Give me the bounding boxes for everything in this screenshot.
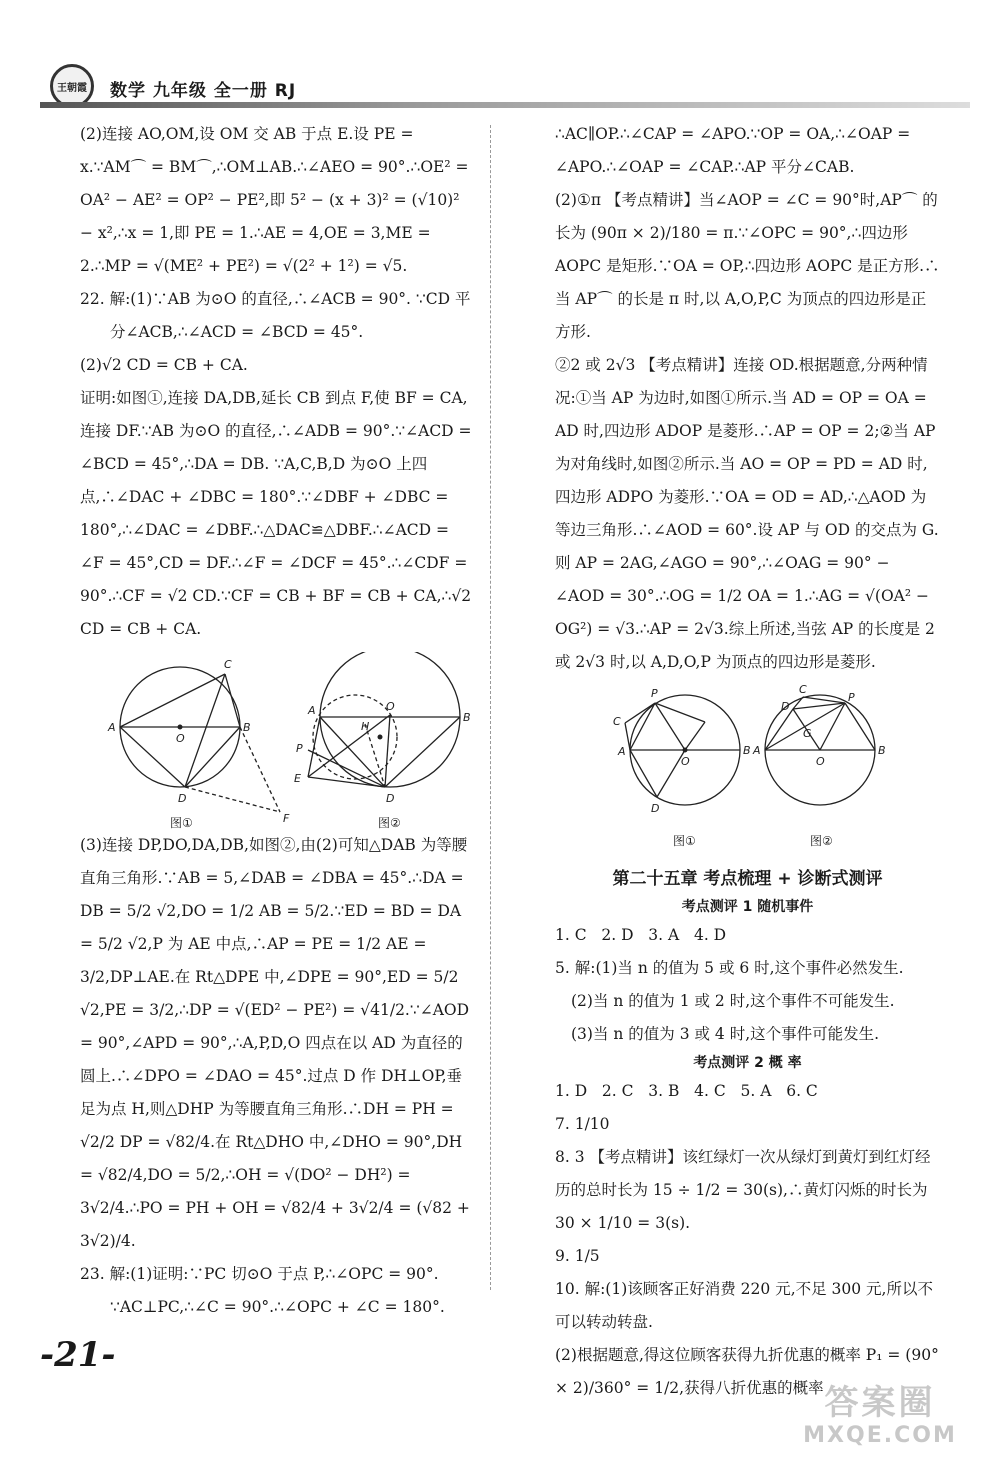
book-title: 数学 九年级 全一册 RJ	[110, 81, 297, 101]
page-number: -21-	[40, 1335, 116, 1375]
answer-23-part1: 23. 解:(1)证明:∵PC 切⊙O 于点 P,∴∠OPC = 90°. ∵AC⊥PC,∴∠C = 90°.∴∠OPC + ∠C = 180°.	[80, 1265, 445, 1316]
svg-text:B: B	[243, 721, 251, 734]
test2-answer-9: 9. 1/5	[555, 1247, 600, 1265]
svg-text:B: B	[463, 711, 471, 724]
svg-text:C: C	[799, 685, 807, 696]
chapter-25-title: 第二十五章 考点梳理 + 诊断式测评	[612, 869, 883, 889]
answer-23-part2-2: ②2 或 2√3 【考点精讲】连接 OD.根据题意,分两种情况:①当 AP 为边时,如图①所示.当 AD = OP = OA = AD 时,四边形 ADOP 是菱形.∴AP = OP = 2;②当 AP 为对角线时,如图②所示.当 AO = OP = PD = AD 时,四边形 ADPO 为菱形.∵OA = OD = AD,∴△AOD 为等边三角形.∴∠AOD = 60°.设 AP 与 OD 的交点为 G.则 AP = 2AG,∠AGO = 90°,∴∠OAG = 90° − ∠AOD = 30°.∴OG = 1/2 OA = 1.∴AG = √(OA² − OG²) = √3.∴AP = 2√3.综上所述,当弦 AP 的长度是 2 或 2√3 时,以 A,D,O,P 为顶点的四边形是菱形.	[555, 356, 941, 671]
test2-answer-8: 8. 3 【考点精讲】该红绿灯一次从绿灯到黄灯到红灯经历的总时长为 15 ÷ 1/2 = 30(s),∴黄灯闪烁的时长为 30 × 1/10 = 3(s).	[555, 1148, 933, 1232]
rhombus-figures-23	[555, 685, 940, 845]
fig1-caption-right: 图①	[673, 834, 696, 848]
test1-answer-5-3: (3)当 n 的值为 3 或 4 时,这个事件可能发生.	[571, 1025, 880, 1043]
page-header	[40, 64, 970, 110]
svg-text:O: O	[816, 755, 825, 768]
test1-answer-5-2: (2)当 n 的值为 1 或 2 时,这个事件不可能发生.	[571, 992, 895, 1010]
test1-title: 考点测评 1 随机事件	[681, 899, 814, 915]
svg-text:C: C	[224, 658, 232, 671]
fig2-caption-right: 图②	[810, 834, 833, 848]
geometry-figures-right	[555, 685, 940, 848]
answer-23-part1-cont: ∴AC∥OP.∴∠CAP = ∠APO.∵OP = OA,∴∠OAP = ∠APO.∴∠OAP = ∠CAP.∴AP 平分∠CAB.	[555, 125, 916, 176]
svg-text:A: A	[308, 704, 316, 717]
test2-answer-10-2: (2)根据题意,得这位顾客获得九折优惠的概率 P₁ = (90° × 2)/360° = 1/2,获得八折优惠的概率	[555, 1346, 944, 1397]
svg-text:D: D	[178, 792, 187, 805]
svg-text:A: A	[753, 744, 761, 757]
publisher-logo-icon: 王朝霞	[50, 64, 94, 108]
fig2-caption-left: 图②	[378, 816, 401, 830]
svg-text:P: P	[848, 691, 855, 704]
watermark-logo-text: 答案圈	[824, 1383, 936, 1423]
answer-22-part2-claim: (2)√2 CD = CB + CA.	[80, 356, 248, 374]
test2-title: 考点测评 2 概 率	[693, 1055, 802, 1071]
svg-text:H: H	[361, 720, 370, 733]
fig1-caption-left: 图①	[170, 816, 193, 830]
svg-text:F: F	[283, 812, 290, 825]
circle-figures-22	[80, 652, 475, 827]
svg-text:D: D	[781, 700, 790, 713]
svg-text:E: E	[294, 772, 301, 785]
svg-text:B: B	[878, 744, 886, 757]
left-column	[80, 118, 475, 1324]
svg-text:A: A	[618, 745, 626, 758]
site-watermark	[785, 1383, 975, 1449]
test2-answer-10-1: 10. 解:(1)该顾客正好消费 220 元,不足 300 元,所以不可以转动转盘.	[555, 1280, 933, 1331]
header-bar	[40, 102, 970, 108]
svg-text:P: P	[651, 687, 658, 700]
answer-22-part3: (3)连接 DP,DO,DA,DB,如图②,由(2)可知△DAB 为等腰直角三角形.∵AB = 5,∠DAB = ∠DBA = 45°.∴DA = DB = 5/2 √2,DO = 1/2 AB = 5/2.∵ED = BD = DA = 5/2 √2,P 为 AE 中点,∴AP = PE = 1/2 AE = 3/2,DP⊥AE.在 Rt△DPE 中,∠DPE = 90°,ED = 5/2 √2,PE = 3/2,∴DP = √(ED² − PE²) = √41/2.∵∠AOD = 90°,∠APD = 90°,∴A,P,D,O 四点在以 AD 为直径的圆上.∴∠DPO = ∠DAO = 45°.过点 D 作 DH⊥OP,垂足为点 H,则△DHP 为等腰直角三角形.∴DH = PH = √2/2 DP = √82/4.在 Rt△DHO 中,∠DHO = 90°,DH = √82/4,DO = 5/2,∴OH = √(DO² − DH²) = 3√2/4.∴PO = PH + OH = √82/4 + 3√2/4 = (√82 + 3√2)/4.	[80, 836, 475, 1250]
geometry-figures-left	[80, 652, 475, 830]
svg-text:O: O	[681, 755, 690, 768]
svg-text:G: G	[803, 727, 812, 740]
test2-answers-choice: 1. D 2. C 3. B 4. C 5. A 6. C	[555, 1082, 818, 1100]
watermark-url: MXQE.COM	[803, 1423, 957, 1448]
answer-22-part2-proof: 证明:如图①,连接 DA,DB,延长 CB 到点 F,使 BF = CA,连接 DF.∵AB 为⊙O 的直径,∴∠ADB = 90°.∵∠ACD = ∠BCD = 45°,∴DA = DB. ∵A,C,B,D 为⊙O 上四点,∴∠DAC + ∠DBC = 180°.∵∠DBF + ∠DBC = 180°,∴∠DAC = ∠DBF.∴△DAC≌△DBF.∴∠ACD = ∠F = 45°,CD = DF.∴∠F = ∠DCF = 45°.∴∠CDF = 90°.∴CF = √2 CD.∵CF = CB + BF = CB + CA,∴√2 CD = CB + CA.	[80, 389, 477, 638]
svg-text:O: O	[176, 732, 185, 745]
column-divider	[490, 125, 491, 1290]
svg-text:O: O	[386, 700, 395, 713]
svg-text:D: D	[386, 792, 395, 805]
answer-21-part2: (2)连接 AO,OM,设 OM 交 AB 于点 E.设 PE = x.∵AM⌒ = BM⌒,∴OM⊥AB.∴∠AEO = 90°.∴OE² = OA² − AE² = OP² − PE²,即 5² − (x + 3)² = (√10)² − x²,∴x = 1,即 PE = 1.∴AE = 4,OE = 3,ME = 2.∴MP = √(ME² + PE²) = √(2² + 1²) = √5.	[80, 125, 474, 275]
test1-answers-choice: 1. C 2. D 3. A 4. D	[555, 926, 727, 944]
svg-text:C: C	[613, 715, 621, 728]
answer-22-part1: 22. 解:(1)∵AB 为⊙O 的直径,∴∠ACB = 90°. ∵CD 平分∠ACB,∴∠ACD = ∠BCD = 45°.	[80, 290, 471, 341]
svg-text:B: B	[743, 744, 751, 757]
right-column	[555, 118, 944, 1405]
answer-23-part2-1: (2)①π 【考点精讲】当∠AOP = ∠C = 90°时,AP⌒ 的长为 (90π × 2)/180 = π.∵∠OPC = 90°,∴四边形 AOPC 是矩形.∵OA = OP,∴四边形 AOPC 是正方形.∴当 AP⌒ 的长是 π 时,以 A,O,P,C 为顶点的四边形是正方形.	[555, 191, 940, 341]
svg-text:D: D	[651, 802, 660, 815]
test2-answer-7: 7. 1/10	[555, 1115, 610, 1133]
svg-text:P: P	[296, 742, 303, 755]
svg-text:A: A	[108, 721, 116, 734]
test1-answer-5-1: 5. 解:(1)当 n 的值为 5 或 6 时,这个事件必然发生.	[555, 959, 904, 977]
